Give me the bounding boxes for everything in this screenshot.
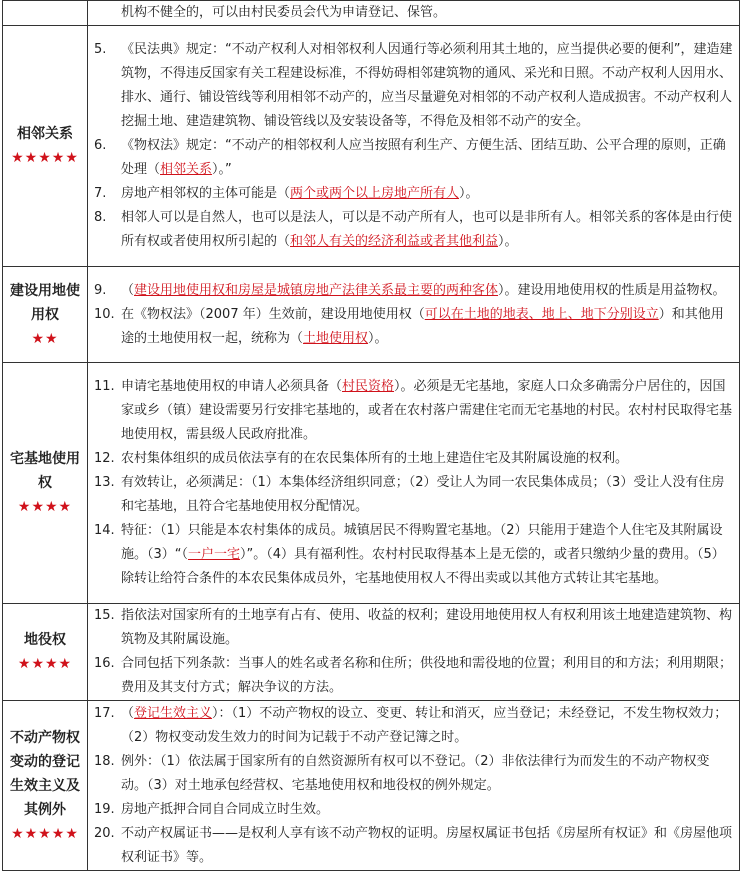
importance-stars: ★★★★: [17, 499, 73, 515]
section-title-line: 权: [38, 475, 52, 491]
list-item: [92, 519, 733, 591]
item-number: 8.: [94, 210, 107, 225]
item-number: 10.: [94, 306, 115, 322]
item-number: 19.: [94, 801, 115, 817]
importance-stars: ★★★★★: [11, 150, 79, 166]
section-title-line: 用权: [31, 306, 59, 323]
item-text-segment: ）。建设用地使用权的性质是用益物权。: [498, 282, 726, 298]
item-text-segment: 房地产抵押合同自合同成立时生效。: [121, 801, 330, 817]
continuation-row: [3, 1, 740, 26]
list-item: [92, 798, 733, 822]
item-number: 6.: [94, 138, 107, 153]
item-text-segment: （: [121, 705, 135, 721]
item-text-segment: （: [121, 282, 135, 298]
item-text: [121, 134, 733, 182]
list-item: [92, 279, 733, 303]
item-number: 14.: [94, 523, 115, 538]
section-title: 地役权: [24, 632, 66, 648]
item-text: [121, 702, 733, 750]
item-text: [121, 182, 733, 206]
list-item: [92, 447, 733, 471]
continuation-cell: [88, 1, 740, 26]
item-text: [121, 206, 733, 254]
section-title-line: 建设用地使: [10, 282, 80, 299]
continuation-text: 机构不健全的，可以由村民委员会代为申请登记、保管。: [121, 5, 447, 20]
list-item: [92, 652, 733, 700]
item-text-segment: 合同包括下列条款：当事人的姓名或者名称和住所；供役地和需役地的位置；利用目的和方法；利用期限；费用及其支付方式；解决争议的方法。: [121, 656, 733, 695]
item-text-segment: ）。: [498, 234, 518, 249]
section-title-cell: [3, 363, 88, 604]
highlighted-answer: 可以在土地的地表、地上、地下分别设立: [424, 306, 659, 322]
item-text-segment: ）”。（4）具有福利性。农村村民取得基本上是无偿的，或者只缴纳少量的费用。（5）除转让给符合条件的本农民集体成员外，宅基地使用权人不得出卖或以其他方式转让其宅基地。: [121, 547, 725, 586]
item-text-segment: 农村集体组织的成员依法享有的在农民集体所有的土地上建造住宅及其附属设施的权利。: [121, 451, 629, 466]
item-text: [121, 604, 733, 652]
item-text: [121, 798, 733, 822]
item-text-segment: 在《物权法》（2007 年）生效前，建设用地使用权（: [121, 306, 425, 322]
item-number: 17.: [94, 705, 115, 721]
item-text: [121, 303, 733, 351]
item-number: 20.: [94, 825, 115, 841]
list-item: [92, 604, 733, 652]
section-items: [88, 363, 740, 604]
topic-cell-empty: [3, 1, 88, 26]
item-text-segment: 房地产相邻权的主体可能是（: [121, 186, 291, 201]
section-row-construction-land: [3, 267, 740, 363]
item-number: 13.: [94, 475, 115, 490]
item-text-segment: ）。必须是无宅基地，家庭人口众多确需分户居住的，因国家或乡（镇）建设需要另行安排宅基地的，或者在农村落户需建住宅而无宅基地的村民。农村村民取得宅基地使用权，需县级人民政府批准。: [121, 379, 733, 442]
item-text-segment: 《物权法》规定：“不动产的相邻权利人应当按照有利生产、方便生活、团结互助、公平合理的原则，正确处理（: [121, 138, 726, 177]
list-item: [92, 822, 733, 870]
item-text: [121, 519, 733, 591]
item-text-segment: ）和其他用途的土地使用权一起，统称为（: [121, 306, 724, 346]
section-title-line: 变动的登记: [10, 753, 80, 770]
section-items: [88, 267, 740, 363]
highlighted-answer: 登记生效主义: [134, 705, 213, 721]
item-text-segment: ）。: [459, 186, 479, 201]
item-number: 15.: [94, 608, 115, 623]
item-text: [121, 447, 733, 471]
item-text-segment: 申请宅基地使用权的申请人必须具备（: [121, 379, 343, 394]
item-text: [121, 279, 733, 303]
section-row-neighbor: [3, 26, 740, 267]
item-number: 16.: [94, 656, 115, 671]
section-row-registration: [3, 701, 740, 871]
highlighted-answer: 村民资格: [342, 379, 395, 394]
importance-stars: ★★★★: [17, 656, 73, 672]
item-text-segment: ）。”: [212, 162, 232, 177]
section-title-cell: [3, 604, 88, 701]
list-item: [92, 134, 733, 182]
section-title-line: 宅基地使用: [10, 451, 80, 467]
section-title: 相邻关系: [17, 126, 73, 142]
item-number: 11.: [94, 379, 115, 394]
list-item: [92, 206, 733, 254]
list-item: [92, 38, 733, 134]
section-title-line: 其例外: [24, 801, 66, 818]
law-notes-table: [2, 0, 740, 871]
list-item: [92, 750, 733, 798]
item-number: 5.: [94, 42, 107, 57]
section-title-line: 生效主义及: [10, 777, 80, 794]
list-item: [92, 182, 733, 206]
item-text-segment: ）。: [368, 330, 388, 346]
highlighted-answer: 相邻关系: [160, 162, 213, 177]
importance-stars: ★★: [31, 330, 59, 347]
section-title-line: 不动产物权: [10, 729, 80, 746]
section-title-cell: [3, 26, 88, 267]
list-item: [92, 471, 733, 519]
item-text: [121, 750, 733, 798]
item-text-segment: 不动产权属证书——是权利人享有该不动产物权的证明。房屋权属证书包括《房屋所有权证》和《房屋他项权利证书》等。: [121, 825, 733, 865]
section-row-easement: [3, 604, 740, 701]
item-number: 18.: [94, 753, 115, 769]
item-text: [121, 822, 733, 870]
highlighted-answer: 和邻人有关的经济利益或者其他利益: [290, 234, 499, 249]
item-text-segment: 《民法典》规定：“不动产权利人对相邻权利人因通行等必须利用其土地的，应当提供必要的便利”，建造建筑物，不得违反国家有关工程建设标准，不得妨碍相邻建筑物的通风、采光和日照。不动产权利人因用水、排水、通行、铺设管线等利用相邻不动产的，应当尽量避免对相邻的不动产权利人造成损害。不动产权利人挖掘土地、建造建筑物、铺设管线以及安装设备等，不得危及相邻不动产的安全。: [121, 42, 733, 129]
section-items: [88, 26, 740, 267]
importance-stars: ★★★★★: [11, 825, 79, 842]
item-text-segment: 特征：（1）只能是本农村集体的成员。城镇居民不得购置宅基地。（2）只能用于建造个人住宅及其附属设施。（3）“（: [121, 523, 723, 562]
section-title-cell: [3, 701, 88, 871]
item-number: 7.: [94, 186, 107, 201]
highlighted-answer: 建设用地使用权和房屋是城镇房地产法律关系最主要的两种客体: [134, 282, 499, 298]
item-text: [121, 471, 733, 519]
item-text: [121, 375, 733, 447]
list-item: [92, 702, 733, 750]
section-title-cell: [3, 267, 88, 363]
item-text-segment: 有效转让，必须满足：（1）本集体经济组织同意；（2）受让人为同一农民集体成员；（3）受让人没有住房和宅基地，且符合宅基地使用权分配情况。: [121, 475, 725, 514]
section-row-homestead: [3, 363, 740, 604]
item-number: 12.: [94, 451, 115, 466]
section-items: [88, 701, 740, 871]
highlighted-answer: 土地使用权: [303, 330, 369, 346]
item-text: [121, 652, 733, 700]
item-text-segment: 指依法对国家所有的土地享有占有、使用、收益的权利；建设用地使用权人有权利用该土地建造建筑物、构筑物及其附属设施。: [121, 608, 733, 647]
section-items: [88, 604, 740, 701]
item-text-segment: 相邻人可以是自然人，也可以是法人，可以是不动产所有人，也可以是非所有人。相邻关系的客体是由行使所有权或者使用权所引起的（: [121, 210, 733, 249]
item-text: [121, 38, 733, 134]
item-text-segment: ）：（1）不动产物权的设立、变更、转让和消灭，应当登记；未经登记，不发生物权效力；（2）物权变动发生效力的时间为记载于不动产登记簿之时。: [121, 705, 728, 745]
list-item: [92, 303, 733, 351]
highlighted-answer: 两个或两个以上房地产所有人: [290, 186, 460, 201]
item-text-segment: 例外：（1）依法属于国家所有的自然资源所有权可以不登记。（2）非依法律行为而发生的不动产物权变动。（3）对土地承包经营权、宅基地使用权和地役权的例外规定。: [121, 753, 710, 793]
list-item: [92, 375, 733, 447]
highlighted-answer: 一户一宅: [188, 547, 241, 562]
item-number: 9.: [94, 282, 107, 298]
